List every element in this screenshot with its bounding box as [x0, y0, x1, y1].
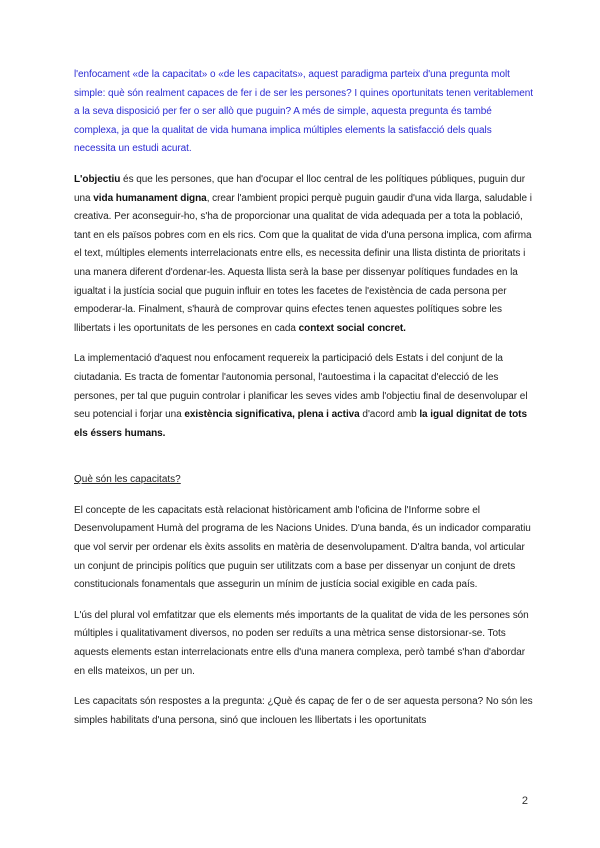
bold-dignified-life: vida humanament digna: [93, 192, 207, 204]
section-heading: Què són les capacitats?: [74, 474, 181, 486]
bold-meaningful-existence: existència significativa, plena i activa: [184, 409, 360, 421]
plural-paragraph: L'ús del plural vol emfatitzar que els elements més importants de la qualitat de vida de les persones són múltiples i qualitativament diversos, no poden ser reduïts a una mètrica sense distorsionar-se. Tots aquests elements estan interrelacionats entre ells d'una manera complexa, però també s'han d'abordar en ells mateixos, un per un.: [74, 609, 529, 677]
capabilities-paragraph: Les capacitats són respostes a la pregunta: ¿Què és capaç de fer o de ser aquesta persona? No són les simples habilitats d'una persona, sinó que inclouen les llibertats i les oportunitats: [74, 696, 533, 726]
implementation-paragraph: [74, 350, 536, 443]
concept-paragraph: El concepte de les capacitats està relacionat històricament amb l'oficina de l'Informe sobre el Desenvolupament Humà del programa de les Nacions Unides. D'una banda, és un indicador comparatiu que vol servir per ordenar els èxits assolits en matèria de desenvolupament. D'altra banda, vol articular un conjunt de principis polítics que puguin ser utilitzats com a base per dissenyar un conjunt de drets constitucionals fonamentals que assegurin un mínim de justícia social exigible en cada país.: [74, 504, 531, 591]
text-segment: és que les persones, que han d'ocupar el lloc central de les polítiques públiques, puguin dur una: [74, 173, 526, 204]
bold-objective: L'objectiu: [74, 173, 121, 185]
page-number: 2: [521, 795, 528, 807]
text-segment: , crear l'ambient propici perquè puguin gaudir d'una vida llarga, saludable i creativa. Per aconseguir-ho, s'ha de proporcionar una qualitat de vida adequada per a tota la població, tant en els països pobres com en els rics. Com que la qualitat de vida d'una persona implica, com afirma el text, múltiples elements interrelacionats entre ells, es necessita definir una llista distinta de prioritats i una manera diferent d'ordenar-les. Aquesta llista serà la base per dissenyar polítiques fundades en la igualtat i la justícia social que puguin influir en totes les facetes de l'existència de cada persona per empoderar-la. Finalment, s'haurà de comprovar quins efectes tenen aquestes polítiques sobre les llibertats i les oportunitats de les persones en cada: [74, 192, 532, 334]
bold-social-context: context social concret.: [298, 322, 406, 334]
objective-paragraph: [74, 171, 536, 338]
text-segment: La implementació d'aquest nou enfocament requereix la participació dels Estats i del conjunt de la ciutadania. Es tracta de fomentar l'autonomia personal, l'autoestima i la capacitat d'elecció de les persones, per tal que puguin controlar i planificar les seves vides amb l'objectiu final de desenvolupar el seu potencial i forjar una: [74, 353, 528, 421]
intro-paragraph: l'enfocament «de la capacitat» o «de les capacitats», aquest paradigma parteix d'una pregunta molt simple: què són realment capaces de fer i de ser les persones? I quines oportunitats tenen veritablement a la seva disposició per fer o ser allò que puguin? A més de simple, aquesta pregunta és també complexa, ja que la qualitat de vida humana implica múltiples elements la satisfacció dels quals necessita un estudi acurat.: [74, 69, 533, 155]
bold-equal-dignity: la igual dignitat de tots els éssers humans.: [74, 409, 527, 439]
document-page: [74, 66, 536, 742]
text-segment: d'acord amb: [359, 409, 420, 421]
